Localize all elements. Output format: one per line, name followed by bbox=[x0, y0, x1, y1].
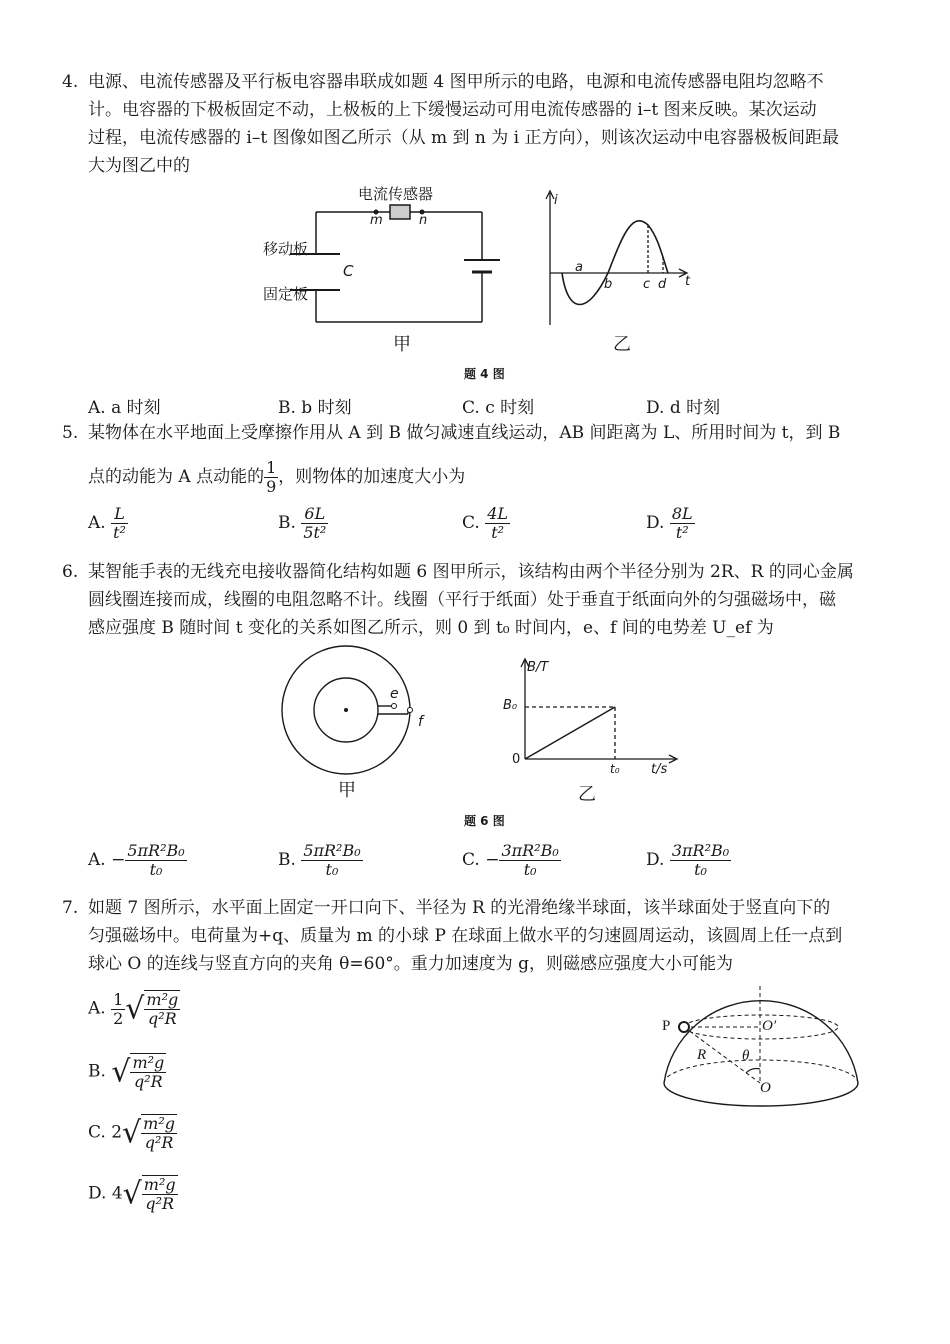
q6-option-d-num: 3πR²B₀ bbox=[671, 841, 730, 860]
q6-option-c-num: 3πR²B₀ bbox=[501, 841, 559, 860]
q4-point-d: d bbox=[658, 277, 667, 292]
q6-option-c-letter: C. bbox=[462, 850, 480, 870]
q5-line-2-post: ，则物体的加速度大小为 bbox=[278, 467, 466, 487]
q5-option-d-letter: D. bbox=[646, 513, 665, 533]
q4-fixed-plate-label: 固定板 bbox=[263, 285, 309, 303]
q7-option-a-coef-den: 2 bbox=[113, 1008, 124, 1028]
q7-option-c-radicand bbox=[141, 1114, 177, 1152]
q5-option-a-den: t² bbox=[113, 523, 126, 542]
q5-line-1: 某物体在水平地面上受摩擦作用从 A 到 B 做匀减速直线运动，AB 间距离为 L、所用时间为 t，到 B bbox=[88, 423, 841, 443]
q5-frac-den: 9 bbox=[266, 477, 277, 496]
q6-fig-yi-name: 乙 bbox=[578, 784, 596, 805]
q5-line-2-pre: 点的动能为 A 点动能的 bbox=[88, 467, 265, 487]
q7-option-d-radicand bbox=[142, 1175, 178, 1213]
q4-n-label: n bbox=[419, 213, 428, 228]
q7-option-d-rad-den: q²R bbox=[145, 1194, 175, 1213]
q7-option-a[interactable] bbox=[88, 990, 180, 1028]
q7-option-c[interactable] bbox=[88, 1114, 177, 1152]
q5-option-c[interactable] bbox=[462, 505, 510, 542]
q4-point-c: c bbox=[643, 277, 651, 292]
q5-frac-num: 1 bbox=[266, 458, 277, 477]
q4-fig-jia-name: 甲 bbox=[393, 334, 411, 355]
q5-option-c-letter: C. bbox=[462, 513, 480, 533]
q6-option-c-fraction bbox=[499, 842, 560, 879]
q4-it-graph bbox=[540, 185, 710, 330]
q4-fig-yi-name: 乙 bbox=[613, 334, 631, 355]
q6-option-a-fraction bbox=[125, 842, 186, 879]
q4-point-b: b bbox=[604, 277, 613, 292]
q6-axis-b: B/T bbox=[527, 660, 549, 675]
q6-e-label: e bbox=[390, 686, 399, 702]
q6-option-c-sign: − bbox=[485, 850, 500, 870]
q5-option-b-fraction bbox=[301, 505, 328, 542]
q4-line-3: 过程，电流传感器的 i–t 图像如图乙所示（从 m 到 n 为 i 正方向），则该次运动中电容器极板间距最 bbox=[88, 128, 840, 148]
q6-option-a-letter: A. bbox=[88, 850, 106, 870]
q6-line-2: 圆线圈连接而成，线圈的电阻忽略不计。线圈（平行于纸面）处于垂直于纸面向外的匀强磁场中，磁 bbox=[88, 590, 836, 610]
q7-option-a-coef-num: 1 bbox=[113, 989, 124, 1009]
q7-option-c-rad-num: m²g bbox=[143, 1114, 175, 1133]
q6-coil-figure bbox=[280, 645, 440, 780]
q5-option-d[interactable] bbox=[646, 505, 695, 542]
q6-origin-label: 0 bbox=[512, 752, 521, 767]
q6-option-b-letter: B. bbox=[278, 850, 296, 870]
q7-option-d-sqrt-icon: √ bbox=[122, 1176, 142, 1212]
q7-line-3: 球心 O 的连线与竖直方向的夹角 θ=60°。重力加速度为 g，则磁感应强度大小可能为 bbox=[88, 954, 734, 974]
q6-number: 6. bbox=[62, 562, 79, 582]
q7-option-b-rad-num: m²g bbox=[132, 1053, 165, 1072]
q6-option-a-den: t₀ bbox=[149, 860, 163, 879]
q6-option-d-den: t₀ bbox=[694, 860, 707, 879]
q5-option-a-num: L bbox=[111, 505, 128, 524]
q4-line-2: 计。电容器的下极板固定不动，上极板的上下缓慢运动可用电流传感器的 i–t 图来反映。某次运动 bbox=[88, 100, 817, 120]
q4-number: 4. bbox=[62, 72, 79, 92]
q5-line-2 bbox=[88, 455, 465, 499]
q7-option-c-sqrt-icon: √ bbox=[122, 1115, 142, 1151]
q5-option-d-num: 8L bbox=[671, 504, 693, 523]
q7-line-2: 匀强磁场中。电荷量为+q、质量为 m 的小球 P 在球面上做水平的匀速圆周运动，该圆周上任一点到 bbox=[88, 926, 843, 946]
q5-option-a[interactable] bbox=[88, 505, 128, 542]
q7-theta-label: θ bbox=[742, 1048, 750, 1064]
q7-o-label: O bbox=[760, 1080, 771, 1096]
q4-option-b[interactable]: B. b 时刻 bbox=[278, 398, 352, 418]
q5-option-a-fraction bbox=[111, 505, 128, 542]
q7-option-a-letter: A. bbox=[88, 998, 106, 1019]
q5-fraction bbox=[264, 459, 278, 496]
q7-option-c-letter: C. bbox=[88, 1122, 106, 1143]
q5-option-a-letter: A. bbox=[88, 513, 106, 533]
q5-number: 5. bbox=[62, 423, 79, 443]
q4-line-4: 大为图乙中的 bbox=[88, 156, 190, 176]
q4-option-a[interactable]: A. a 时刻 bbox=[88, 398, 161, 418]
q7-option-d-rad-num: m²g bbox=[143, 1175, 176, 1194]
q7-option-b-radicand bbox=[130, 1053, 166, 1091]
q4-option-c[interactable]: C. c 时刻 bbox=[462, 398, 535, 418]
q4-m-label: m bbox=[370, 213, 383, 228]
q5-option-c-den: t² bbox=[491, 523, 505, 542]
q7-option-d-letter: D. bbox=[88, 1183, 107, 1204]
q6-option-a[interactable] bbox=[88, 842, 187, 879]
q6-t0-label: t₀ bbox=[610, 762, 620, 776]
q4-axis-t: t bbox=[685, 274, 691, 289]
q4-sensor-label: 电流传感器 bbox=[358, 185, 434, 203]
q6-option-d-fraction bbox=[670, 842, 731, 879]
q7-p-label: P bbox=[662, 1018, 671, 1034]
q6-line-1: 某智能手表的无线充电接收器简化结构如题 6 图甲所示，该结构由两个半径分别为 2R、R 的同心金属 bbox=[88, 562, 854, 582]
q7-option-a-rad-den: q²R bbox=[147, 1009, 177, 1028]
q6-option-b[interactable] bbox=[278, 842, 363, 879]
q6-line-3: 感应强度 B 随时间 t 变化的关系如图乙所示，则 0 到 t₀ 时间内，e、f 间的电势差 U_ef 为 bbox=[88, 618, 774, 638]
q7-option-d[interactable] bbox=[88, 1175, 178, 1213]
q7-option-b-rad-den: q²R bbox=[134, 1072, 163, 1091]
q6-option-c[interactable] bbox=[462, 842, 561, 879]
q6-caption: 题 6 图 bbox=[464, 814, 505, 828]
q7-o-prime-label: O′ bbox=[762, 1018, 777, 1034]
q5-option-b-num: 6L bbox=[301, 505, 328, 524]
q7-option-c-rad-den: q²R bbox=[144, 1133, 174, 1152]
q4-moving-plate-label: 移动板 bbox=[263, 240, 309, 258]
q6-option-d-letter: D. bbox=[646, 850, 665, 870]
q6-option-b-num: 5πR²B₀ bbox=[303, 841, 361, 860]
q6-option-b-den: t₀ bbox=[325, 860, 339, 879]
q6-option-a-sign: − bbox=[111, 850, 126, 870]
q7-r-label: R bbox=[697, 1047, 707, 1063]
q7-option-a-sqrt-icon: √ bbox=[125, 991, 145, 1027]
q5-option-c-fraction bbox=[485, 505, 510, 542]
q7-option-a-coef bbox=[111, 991, 125, 1028]
q6-option-a-num: 5πR²B₀ bbox=[127, 841, 185, 860]
q4-point-a: a bbox=[575, 260, 583, 275]
q7-option-c-coef: 2 bbox=[111, 1122, 123, 1143]
q5-option-c-num: 4L bbox=[487, 504, 509, 523]
q5-option-b-den: 5t² bbox=[303, 523, 327, 542]
q7-number: 7. bbox=[62, 898, 79, 918]
q6-option-c-den: t₀ bbox=[523, 860, 537, 879]
q7-option-a-radicand bbox=[144, 990, 180, 1028]
q7-option-b-letter: B. bbox=[88, 1061, 106, 1082]
q5-option-d-den: t² bbox=[675, 523, 689, 542]
q6-fig-jia-name: 甲 bbox=[338, 780, 356, 801]
q6-option-b-fraction bbox=[301, 842, 362, 879]
q6-f-label: f bbox=[418, 714, 423, 730]
q6-b0-label: B₀ bbox=[503, 698, 518, 713]
q7-option-d-coef: 4 bbox=[111, 1183, 123, 1204]
q4-capacitor-label: C bbox=[343, 262, 354, 280]
q7-option-b-sqrt-icon: √ bbox=[111, 1054, 131, 1090]
q7-line-1: 如题 7 图所示，水平面上固定一开口向下、半径为 R 的光滑绝缘半球面，该半球面处于竖直向下的 bbox=[88, 898, 831, 918]
q6-axis-t: t/s bbox=[651, 762, 668, 777]
q4-option-d[interactable]: D. d 时刻 bbox=[646, 398, 721, 418]
q4-circuit-figure bbox=[250, 180, 510, 355]
q4-caption: 题 4 图 bbox=[464, 367, 505, 381]
q5-option-b-letter: B. bbox=[278, 513, 296, 533]
q4-axis-i: i bbox=[554, 193, 558, 208]
q6-option-d[interactable] bbox=[646, 842, 731, 879]
q7-option-b[interactable] bbox=[88, 1053, 166, 1091]
q5-option-d-fraction bbox=[670, 505, 695, 542]
q7-option-a-rad-num: m²g bbox=[146, 990, 179, 1009]
q5-option-b[interactable] bbox=[278, 505, 328, 542]
q4-line-1: 电源、电流传感器及平行板电容器串联成如题 4 图甲所示的电路，电源和电流传感器电阻均忽略不 bbox=[88, 72, 824, 92]
